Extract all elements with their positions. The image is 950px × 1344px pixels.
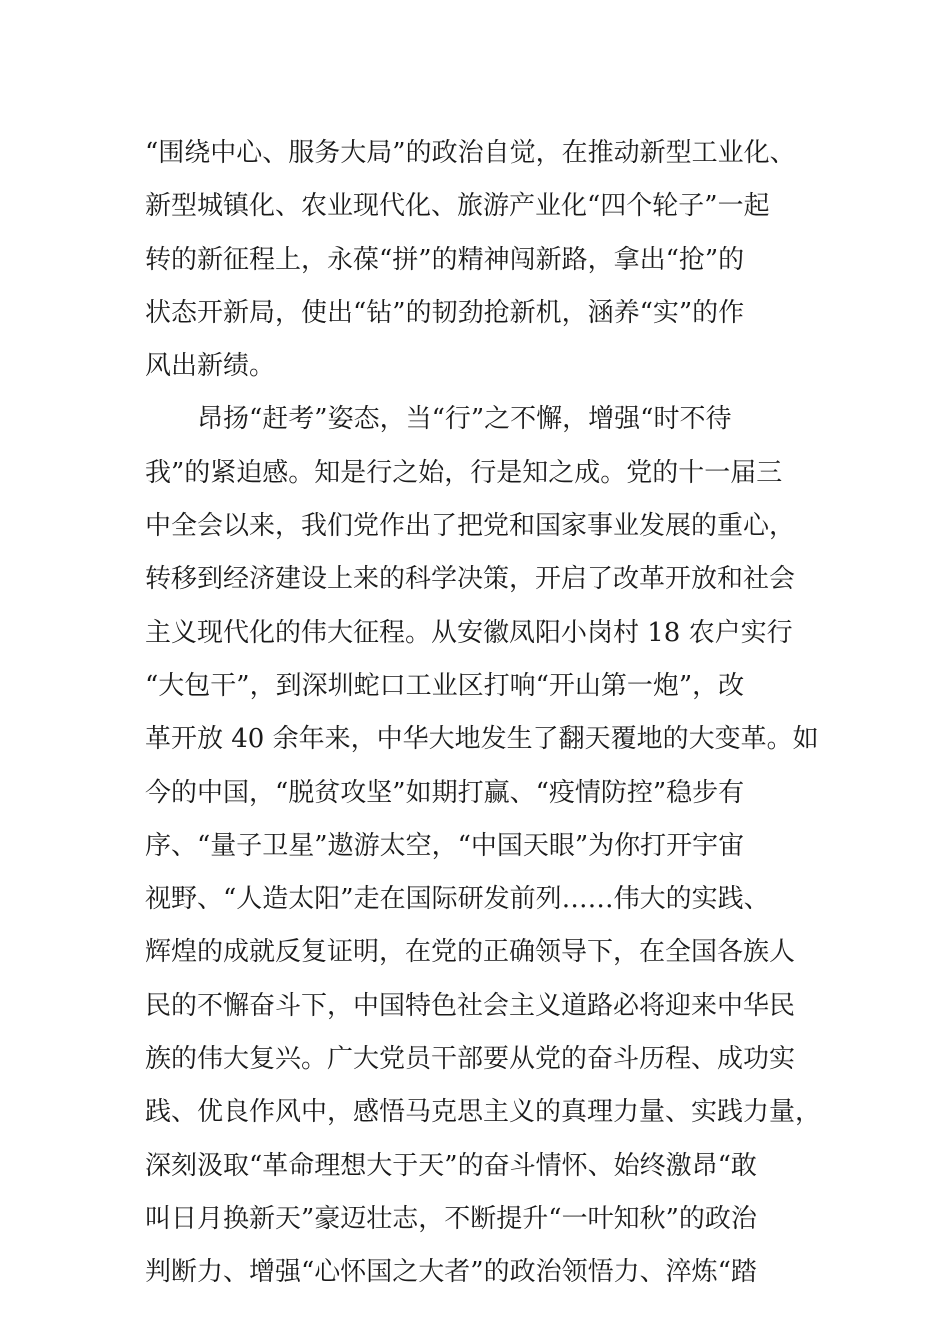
paragraph-start-line: 昂扬“赶考”姿态，当“行”之不懈，增强“时不待 — [197, 404, 732, 435]
text-line: 序、“量子卫星”遨游太空，“中国天眼”为你打开宇宙 — [145, 830, 745, 861]
text-line: 深刻汲取“革命理想大于天”的奋斗情怀、始终激昂“敢 — [145, 1150, 757, 1181]
text-line: 辉煌的成就反复证明，在党的正确领导下，在全国各族人 — [145, 937, 796, 968]
text-line: 新型城镇化、农业现代化、旅游产业化“四个轮子”一起 — [145, 191, 770, 222]
text-line: 判断力、增强“心怀国之大者”的政治领悟力、淬炼“踏 — [145, 1257, 757, 1288]
text-line: 民的不懈奋斗下，中国特色社会主义道路必将迎来中华民 — [145, 990, 796, 1021]
text-line: 我”的紧迫感。知是行之始，行是知之成。党的十一届三 — [145, 457, 783, 488]
text-line: 转的新征程上，永葆“拼”的精神闯新路，拿出“抢”的 — [145, 244, 745, 275]
text-line: 今的中国，“脱贫攻坚”如期打赢、“疫情防控”稳步有 — [145, 777, 745, 808]
text-line: 革开放 40 余年来，中华大地发生了翻天覆地的大变革。如 — [145, 724, 819, 755]
text-line: 状态开新局，使出“钻”的韧劲抢新机，涵养“实”的作 — [145, 297, 745, 328]
text-line: 族的伟大复兴。广大党员干部要从党的奋斗历程、成功实 — [145, 1044, 796, 1075]
text-line: 叫日月换新天”豪迈壮志，不断提升“一叶知秋”的政治 — [145, 1203, 757, 1234]
text-line: “大包干”，到深圳蛇口工业区打响“开山第一炮”，改 — [145, 670, 745, 701]
body-text — [145, 127, 822, 1300]
text-line: 风出新绩。 — [145, 351, 276, 382]
text-line: 视野、“人造太阳”走在国际研发前列……伟大的实践、 — [145, 884, 770, 915]
text-line: 践、优良作风中，感悟马克思主义的真理力量、实践力量， — [145, 1097, 822, 1128]
text-line: 主义现代化的伟大征程。从安徽凤阳小岗村 18 农户实行 — [145, 617, 793, 648]
text-line: 中全会以来，我们党作出了把党和国家事业发展的重心， — [145, 511, 796, 542]
text-line: “围绕中心、服务大局”的政治自觉，在推动新型工业化、 — [145, 138, 796, 168]
text-line: 转移到经济建设上来的科学决策，开启了改革开放和社会 — [145, 564, 796, 595]
